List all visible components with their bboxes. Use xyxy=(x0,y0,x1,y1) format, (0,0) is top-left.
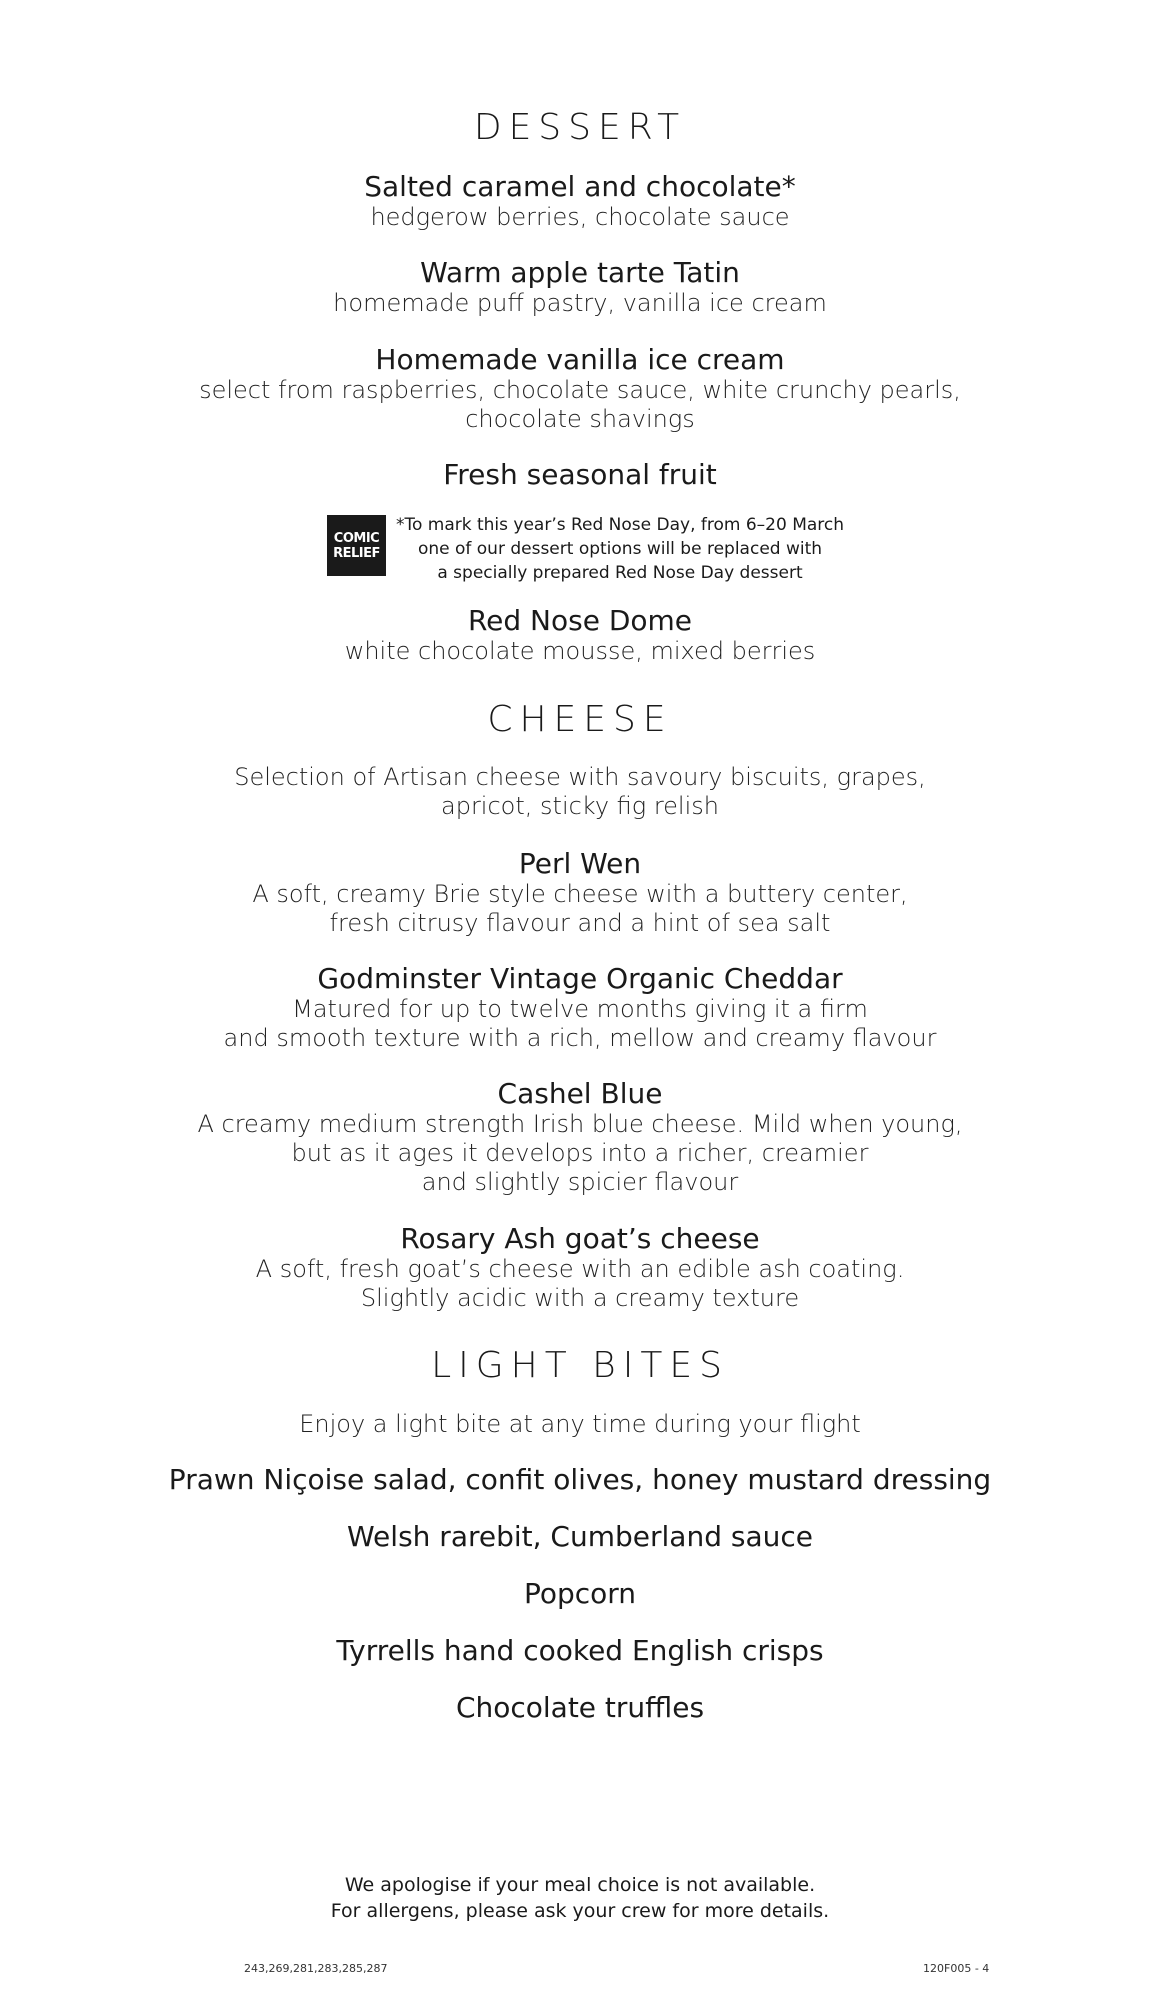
cheese-item xyxy=(0,1078,1160,1197)
dessert-item-desc: homemade puff pastry, vanilla ice cream xyxy=(333,289,827,317)
dessert-item-name: Salted caramel and chocolate* xyxy=(364,170,796,203)
dessert-item-desc: select from raspberries, chocolate sauce, white crunchy pearls, chocolate shavings xyxy=(199,376,961,433)
cheese-item-desc: A creamy medium strength Irish blue cheese. Mild when young, but as it ages it develops into a richer, creamier and slightly spicier flavour xyxy=(197,1110,963,1196)
dessert-item-desc: hedgerow berries, chocolate sauce xyxy=(370,203,790,231)
cheese-item-name: Godminster Vintage Organic Cheddar xyxy=(317,962,843,995)
light-bite-item: Popcorn xyxy=(523,1577,637,1610)
light-bites-heading: LIGHT BITES xyxy=(431,1345,729,1386)
dessert-special-desc: white chocolate mousse, mixed berries xyxy=(344,637,816,665)
dessert-special-name: Red Nose Dome xyxy=(467,604,693,637)
cheese-item xyxy=(0,848,1160,938)
cheese-intro: Selection of Artisan cheese with savoury biscuits, grapes, apricot, sticky fig relish xyxy=(234,763,926,820)
cheese-item-name: Cashel Blue xyxy=(497,1077,663,1110)
light-bite-item: Tyrrells hand cooked English crisps xyxy=(336,1634,824,1667)
dessert-item-name: Homemade vanilla ice cream xyxy=(375,343,785,376)
light-bite-item: Welsh rarebit, Cumberland sauce xyxy=(347,1520,813,1553)
light-bite-item: Prawn Niçoise salad, confit olives, honey mustard dressing xyxy=(168,1463,992,1496)
comic-relief-logo-text: COMIC RELIEF xyxy=(333,530,380,561)
cheese-item-name: Rosary Ash goat’s cheese xyxy=(400,1222,760,1255)
dessert-special-item xyxy=(0,605,1160,666)
cheese-item-desc: A soft, creamy Brie style cheese with a buttery center, fresh citrusy flavour and a hint of sea salt xyxy=(252,880,908,937)
dessert-item-name: Warm apple tarte Tatin xyxy=(420,256,740,289)
allergen-footer-note: We apologise if your meal choice is not available. For allergens, please ask your crew for more details. xyxy=(330,1874,830,1922)
cheese-heading: CHEESE xyxy=(487,699,673,740)
dessert-item xyxy=(0,459,1160,491)
light-bite-item: Chocolate truffles xyxy=(455,1691,705,1724)
comic-relief-logo xyxy=(327,515,386,576)
cheese-item xyxy=(0,1223,1160,1313)
red-nose-day-note-text: *To mark this year’s Red Nose Day, from 6–20 March one of our dessert options will be replaced with a specially prepared Red Nose Day dessert xyxy=(395,515,845,583)
cheese-item-desc: A soft, fresh goat’s cheese with an edible ash coating. Slightly acidic with a creamy texture xyxy=(255,1255,905,1312)
dessert-item xyxy=(0,344,1160,434)
cheese-item-desc: Matured for up to twelve months giving it a firm and smooth texture with a rich, mellow and creamy flavour xyxy=(223,995,937,1052)
dessert-item xyxy=(0,171,1160,232)
menu-reference-code: 120F005 - 4 xyxy=(923,1962,990,1975)
cheese-item-name: Perl Wen xyxy=(518,847,642,880)
dessert-heading: DESSERT xyxy=(473,107,687,148)
light-bites-intro: Enjoy a light bite at any time during your flight xyxy=(299,1410,861,1438)
cheese-item xyxy=(0,963,1160,1053)
dessert-item-name: Fresh seasonal fruit xyxy=(443,458,717,491)
dessert-item xyxy=(0,257,1160,318)
flight-codes: 243,269,281,283,285,287 xyxy=(244,1962,388,1975)
